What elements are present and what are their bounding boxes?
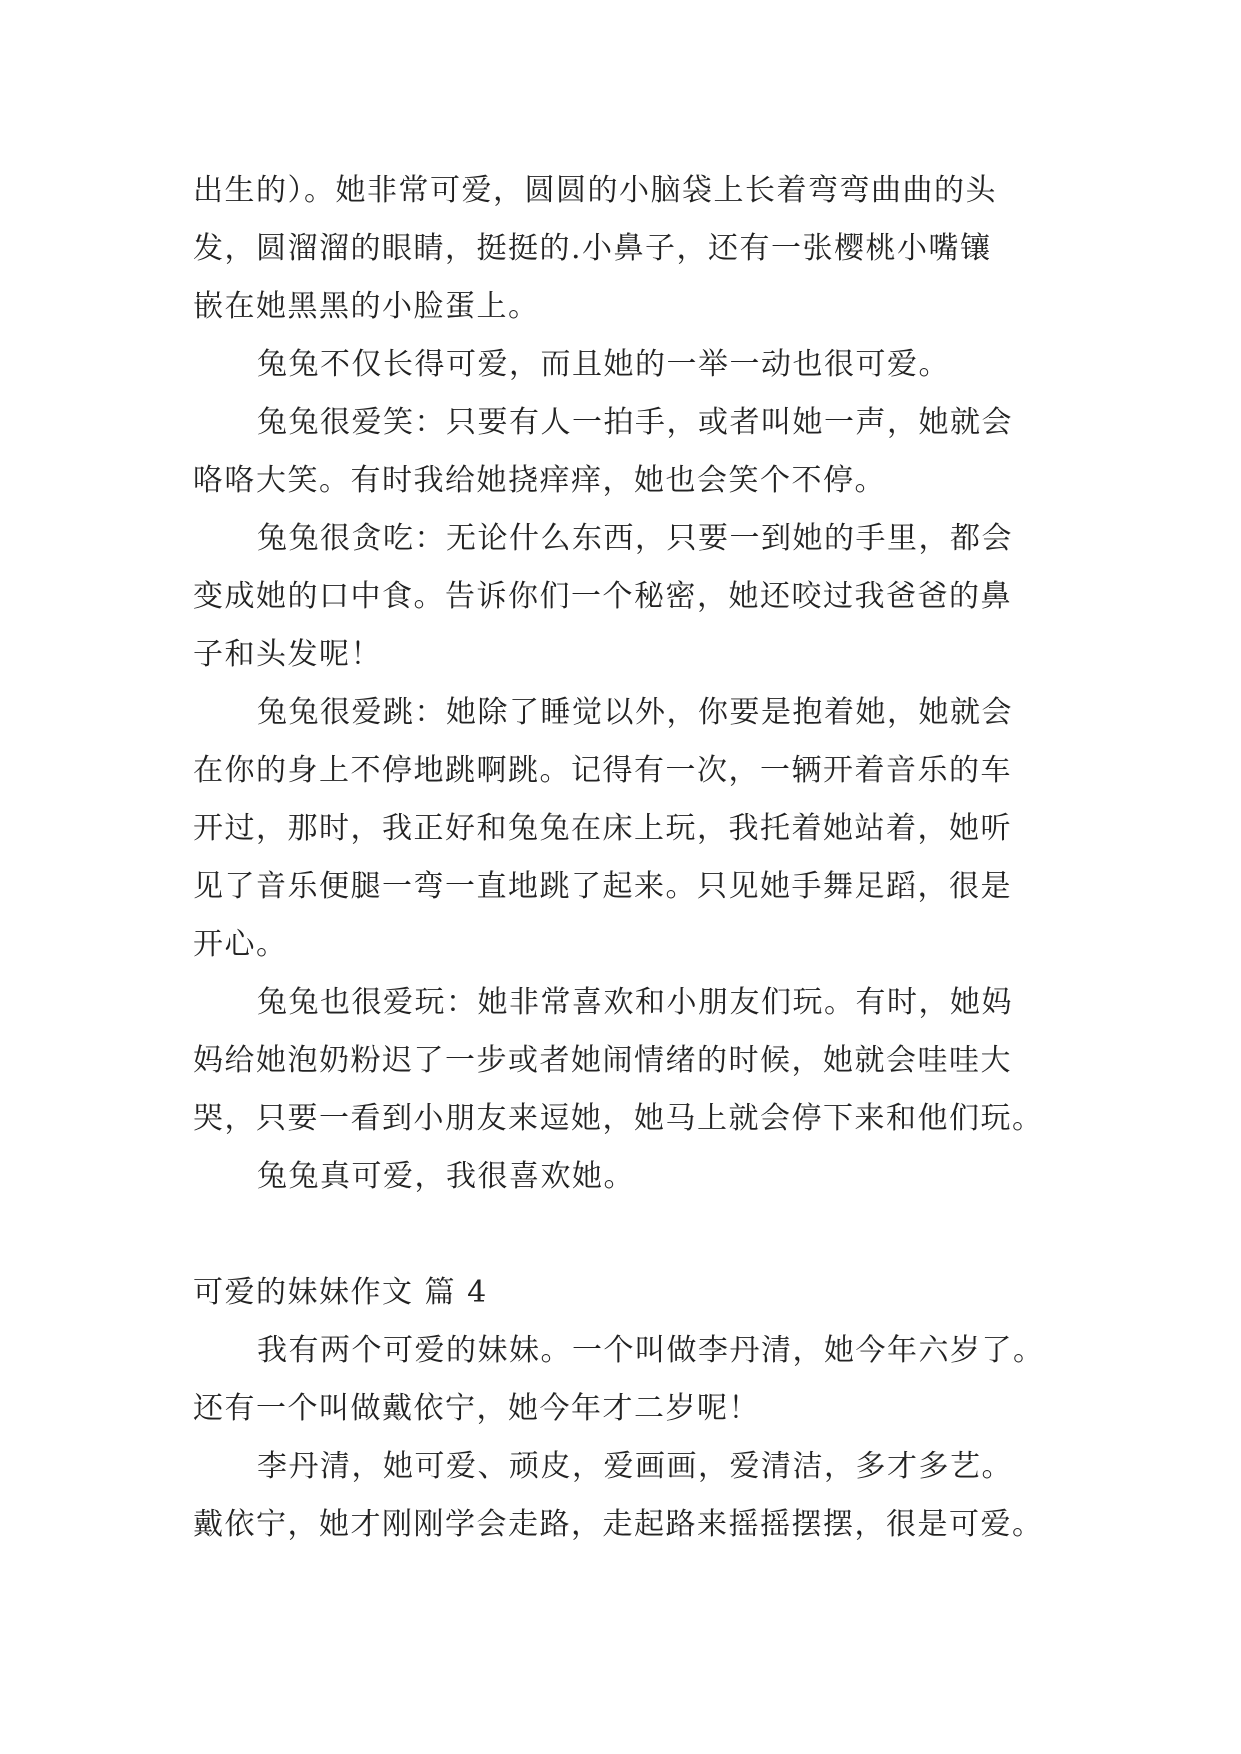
- text-line: 兔兔很爱跳：她除了睡觉以外，你要是抱着她，她就会: [257, 695, 1013, 730]
- text-line: 在你的身上不停地跳啊跳。记得有一次，一辆开着音乐的车: [193, 753, 1012, 788]
- paragraph: [193, 510, 1063, 684]
- text-line: 发，圆溜溜的眼睛，挺挺的.小鼻子，还有一张樱桃小嘴镶: [193, 231, 992, 266]
- text-line: 兔兔很爱笑：只要有人一拍手，或者叫她一声，她就会: [257, 405, 1013, 440]
- text-line: 我有两个可爱的妹妹。一个叫做李丹清，她今年六岁了。: [257, 1333, 1045, 1368]
- paragraph: [193, 1148, 1063, 1206]
- document-body: [193, 162, 1063, 1554]
- text-line: 李丹清，她可爱、顽皮，爱画画，爱清洁，多才多艺。: [257, 1449, 1013, 1484]
- text-line: 妈给她泡奶粉迟了一步或者她闹情绪的时候，她就会哇哇大: [193, 1043, 1012, 1078]
- section-gap: [193, 1206, 1063, 1264]
- paragraph: [193, 1322, 1063, 1438]
- text-line: 兔兔很贪吃：无论什么东西，只要一到她的手里，都会: [257, 521, 1013, 556]
- paragraph: [193, 336, 1063, 394]
- text-line: 变成她的口中食。告诉你们一个秘密，她还咬过我爸爸的鼻: [193, 579, 1012, 614]
- text-line: 还有一个叫做戴依宁，她今年才二岁呢！: [193, 1391, 760, 1426]
- paragraph: [193, 684, 1063, 974]
- text-line: 出生的）。她非常可爱，圆圆的小脑袋上长着弯弯曲曲的头: [193, 173, 997, 208]
- paragraph: [193, 162, 1063, 336]
- section-heading: 可爱的妹妹作文 篇 4: [193, 1275, 488, 1310]
- text-line: 开心。: [193, 927, 288, 962]
- text-line: 兔兔也很爱玩：她非常喜欢和小朋友们玩。有时，她妈: [257, 985, 1013, 1020]
- paragraph: [193, 1438, 1063, 1554]
- text-line: 兔兔不仅长得可爱，而且她的一举一动也很可爱。: [257, 347, 950, 382]
- text-line: 见了音乐便腿一弯一直地跳了起来。只见她手舞足蹈，很是: [193, 869, 1012, 904]
- paragraph: [193, 974, 1063, 1148]
- text-line: 兔兔真可爱，我很喜欢她。: [257, 1159, 635, 1194]
- paragraph: [193, 394, 1063, 510]
- text-line: 哭，只要一看到小朋友来逗她，她马上就会停下来和他们玩。: [193, 1101, 1044, 1136]
- text-line: 戴依宁，她才刚刚学会走路，走起路来摇摇摆摆，很是可爱。: [193, 1507, 1044, 1542]
- text-line: 子和头发呢！: [193, 637, 382, 672]
- text-line: 嵌在她黑黑的小脸蛋上。: [193, 289, 540, 324]
- text-line: 咯咯大笑。有时我给她挠痒痒，她也会笑个不停。: [193, 463, 886, 498]
- text-line: 开过，那时，我正好和兔兔在床上玩，我托着她站着，她听: [193, 811, 1012, 846]
